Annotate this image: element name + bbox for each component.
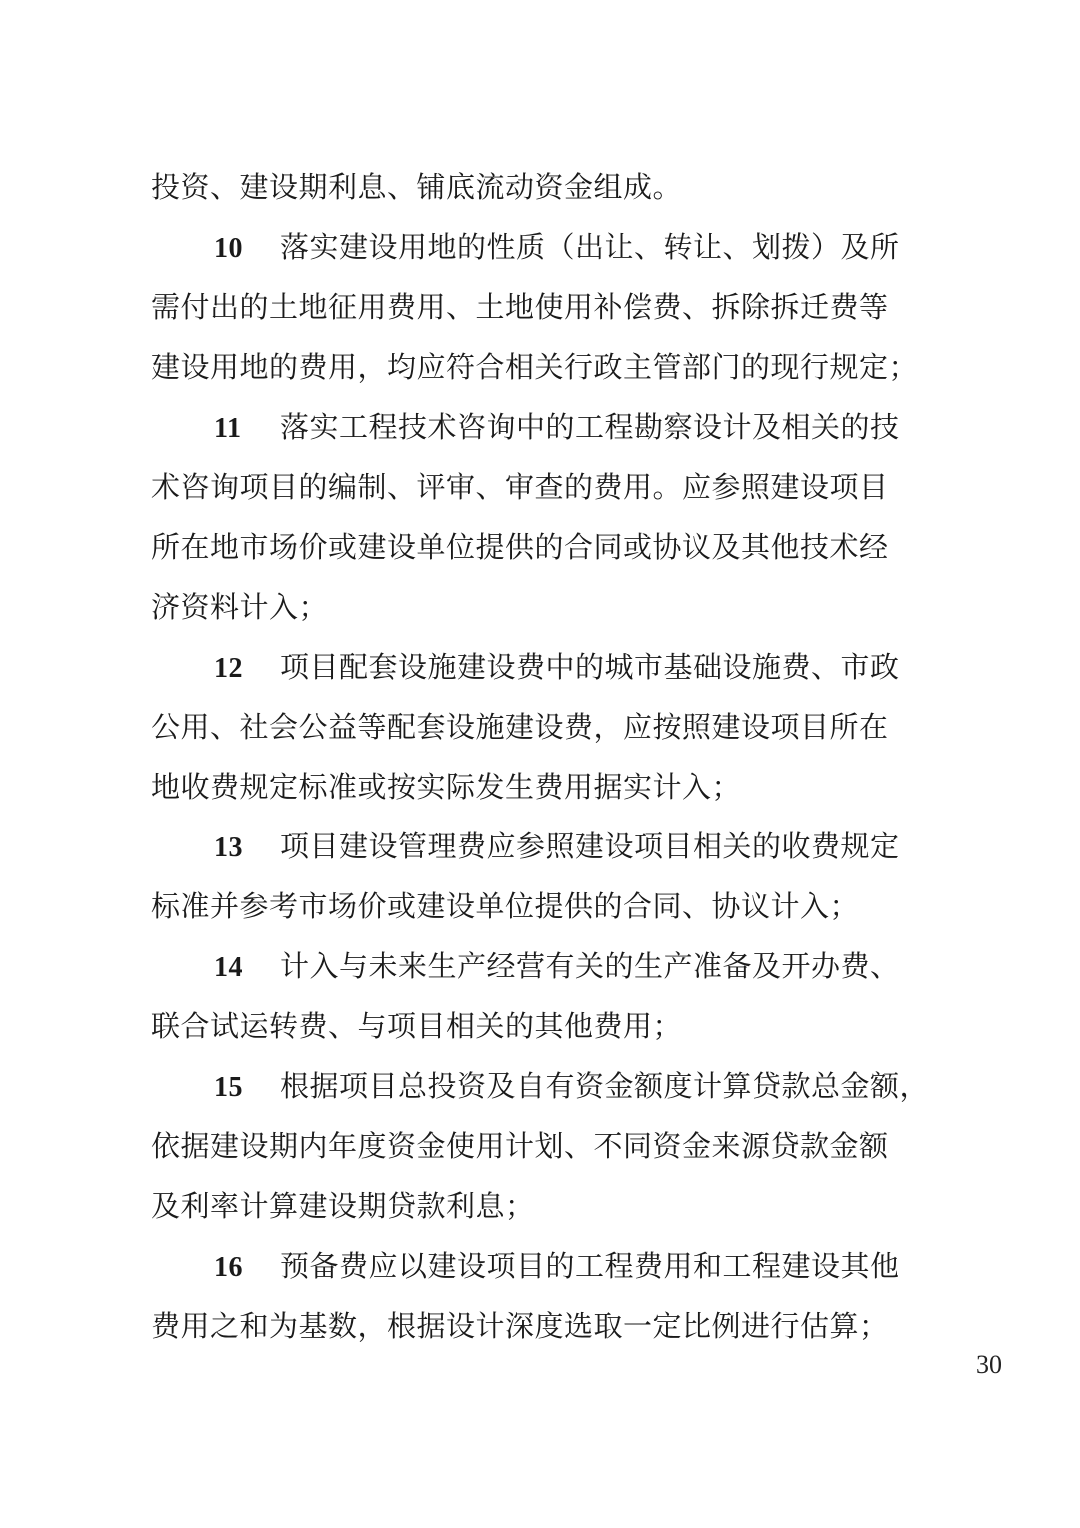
clause-number: 13 [214,832,243,863]
text-line: 联合试运转费、与项目相关的其他费用； [151,1009,683,1043]
clause-number: 11 [214,413,242,444]
clause-number: 10 [214,233,243,264]
text-line: 依据建设期内年度资金使用计划、不同资金来源贷款金额 [151,1129,889,1163]
page-number: 30 [976,1350,1002,1379]
text-line: 公用、社会公益等配套设施建设费，应按照建设项目所在 [151,710,889,744]
clause-14-line: 14 计入与未来生产经营有关的生产准备及开办费、 [214,946,954,986]
clause-number: 12 [214,653,243,684]
clause-16-line: 16 预备费应以建设项目的工程费用和工程建设其他 [214,1246,954,1286]
clause-number: 16 [214,1252,243,1283]
text-line: 标准并参考市场价或建设单位提供的合同、协议计入； [151,889,860,923]
text-line: 地收费规定标准或按实际发生费用据实计入； [151,770,742,804]
text-line: 投资、建设期利息、铺底流动资金组成。 [151,170,683,204]
text-line: 及利率计算建设期贷款利息； [151,1189,535,1223]
text-line: 济资料计入； [151,590,329,624]
text-line: 术咨询项目的编制、评审、审查的费用。应参照建设项目 [151,470,889,504]
clause-15-line: 15 根据项目总投资及自有资金额度计算贷款总金额， [214,1066,954,1106]
clause-number: 15 [214,1072,243,1103]
clause-11-line: 11 落实工程技术咨询中的工程勘察设计及相关的技 [214,407,954,447]
clause-13-line: 13 项目建设管理费应参照建设项目相关的收费规定 [214,826,954,866]
text-line: 建设用地的费用，均应符合相关行政主管部门的现行规定； [151,350,919,384]
clause-10-line: 10 落实建设用地的性质（出让、转让、划拨）及所 [214,227,954,267]
text-line: 费用之和为基数，根据设计深度选取一定比例进行估算； [151,1309,889,1343]
clause-12-line: 12 项目配套设施建设费中的城市基础设施费、市政 [214,647,954,687]
clause-number: 14 [214,952,243,983]
text-line: 需付出的土地征用费用、土地使用补偿费、拆除拆迁费等 [151,290,889,324]
text-line: 所在地市场价或建设单位提供的合同或协议及其他技术经 [151,530,889,564]
